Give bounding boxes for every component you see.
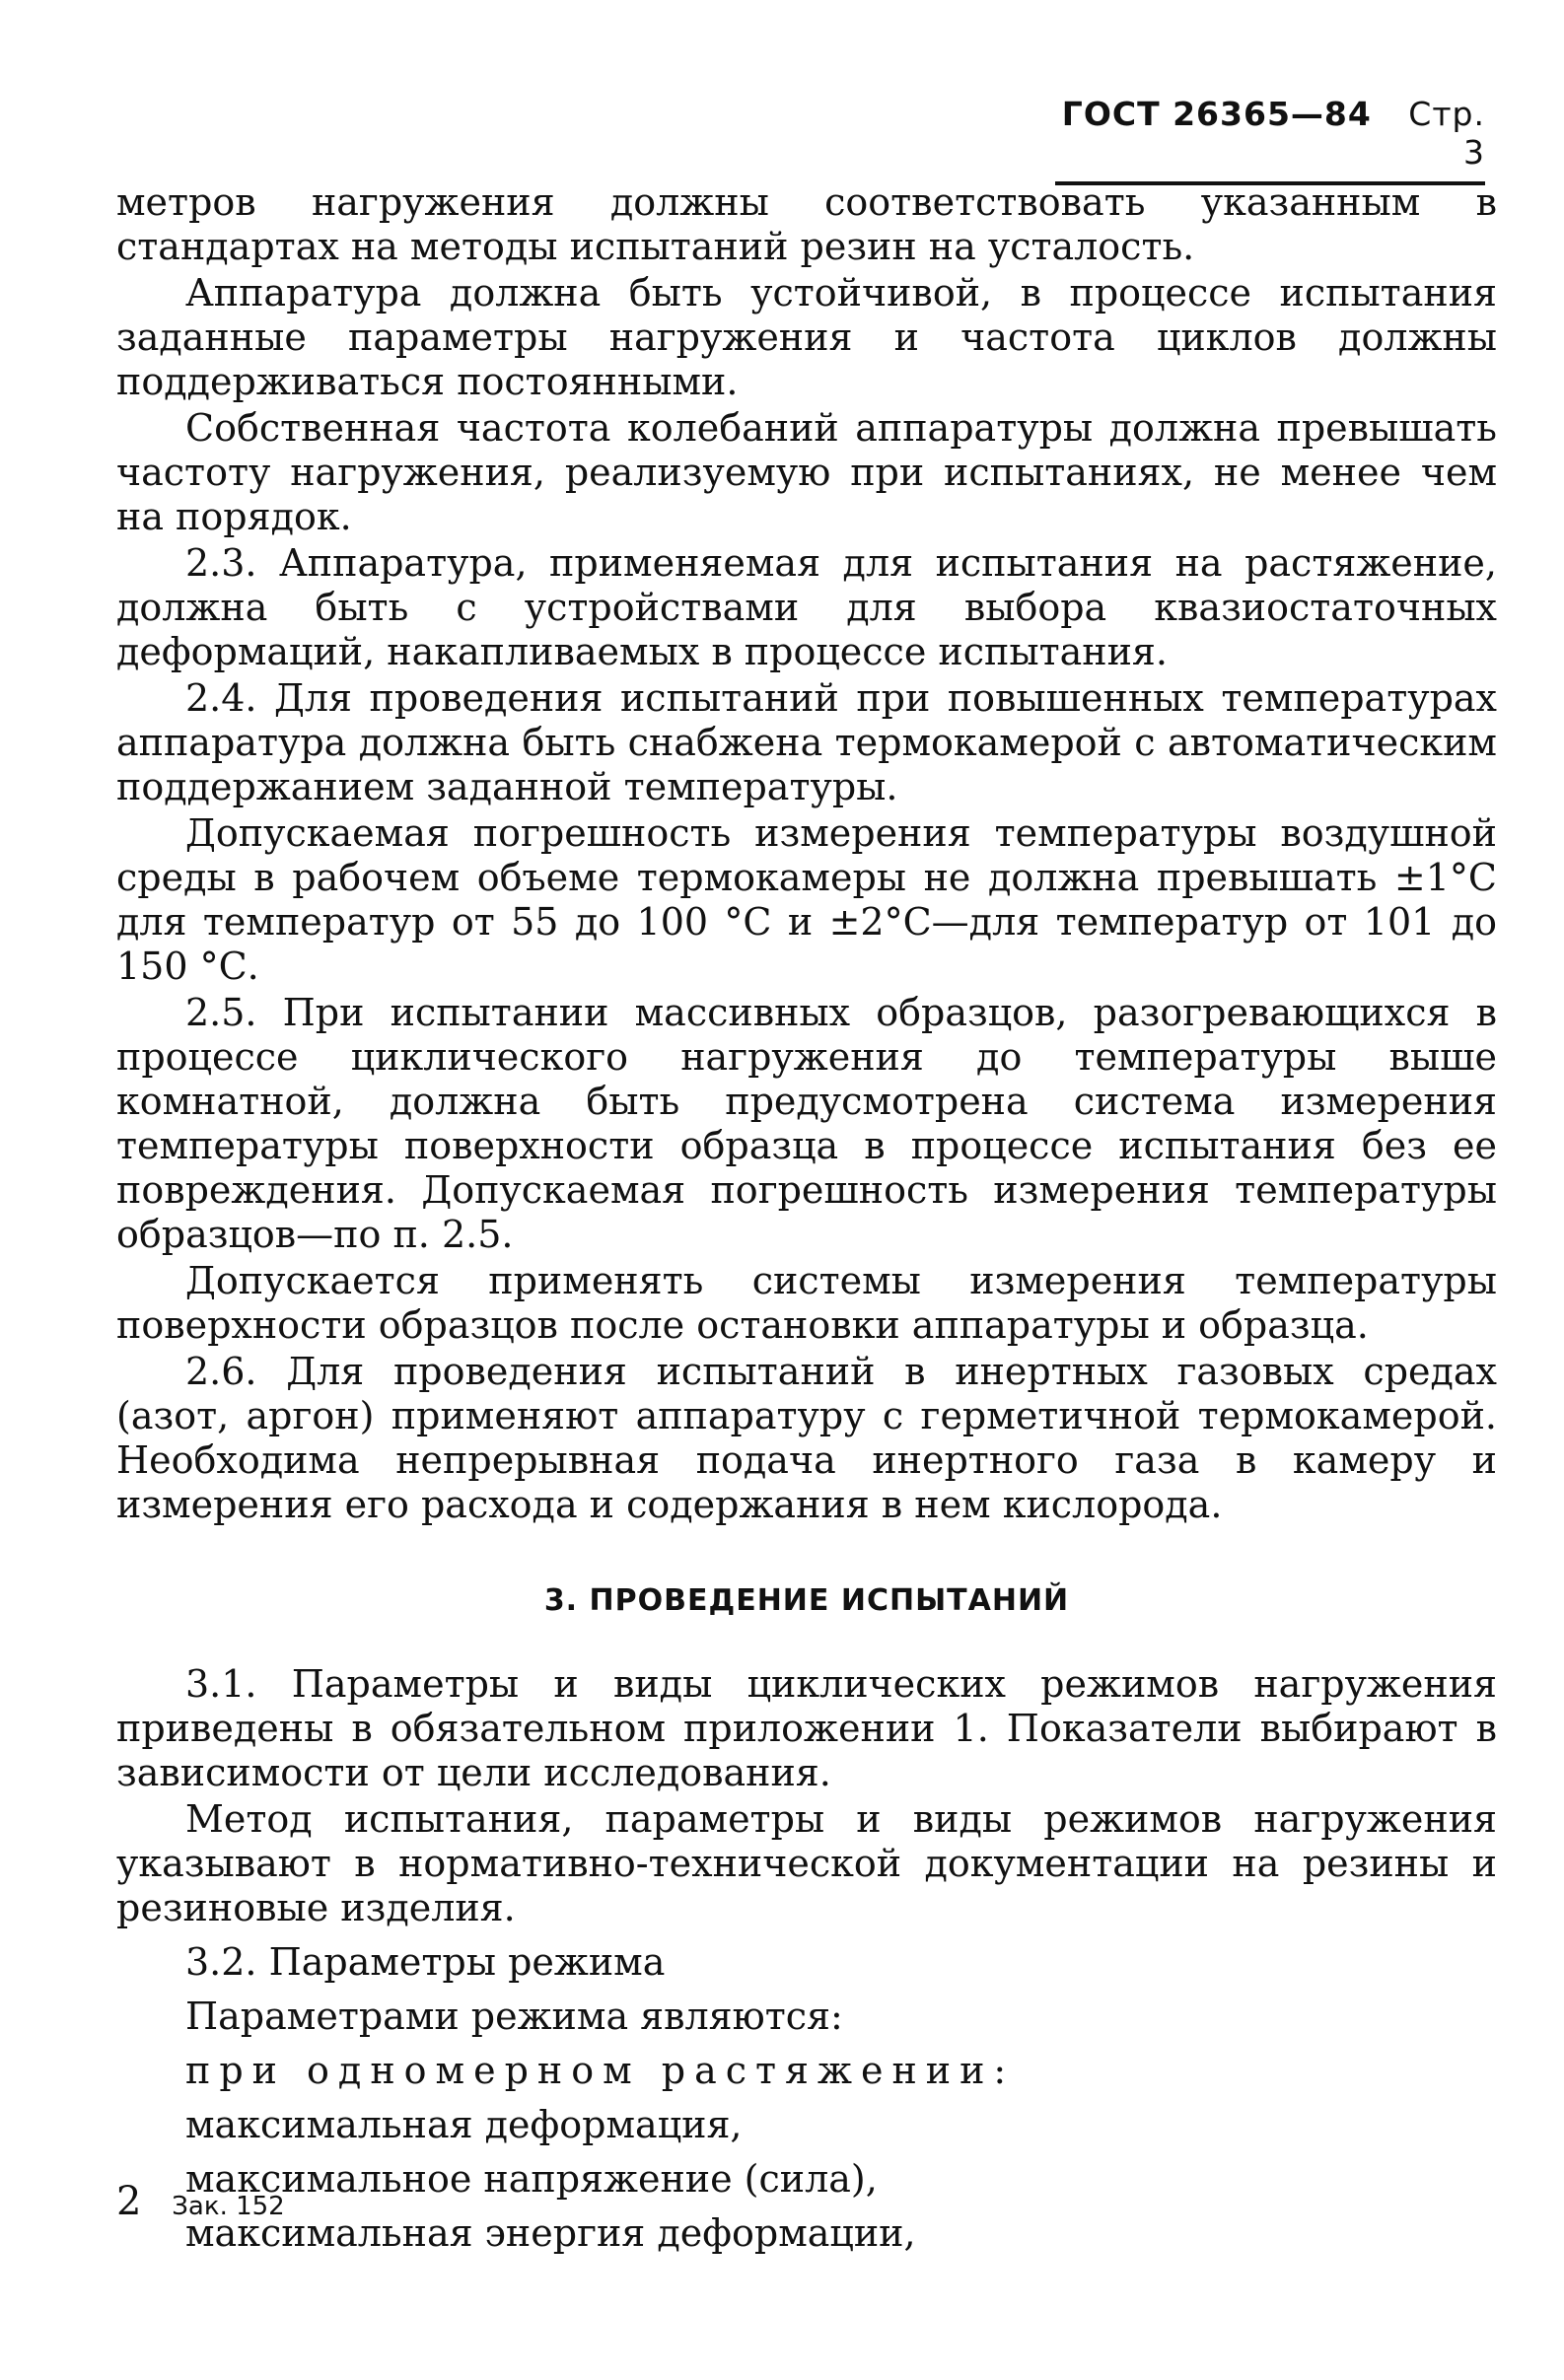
paragraph: Допускаемая погрешность измерения температуры воздушной среды в рабочем объеме термокамеры не должна превышать ±1°С для температур от 55 до 100 °С и ±2°С—для температур от 101 до 150 °С. (116, 811, 1497, 988)
paragraph: Допускается применять системы измерения температуры поверхности образцов после остановки аппаратуры и образца. (116, 1259, 1497, 1347)
paragraph: Аппаратура должна быть устойчивой, в процессе испытания заданные параметры нагружения и частота циклов должны поддерживаться постоянными. (116, 271, 1497, 403)
text-line: максимальное напряжение (сила), (185, 2157, 878, 2201)
paragraph: Собственная частота колебаний аппаратуры должна превышать частоту нагружения, реализуемую при испытаниях, не менее чем на порядок. (116, 406, 1497, 538)
standard-number: ГОСТ 26365—84 (1061, 95, 1372, 133)
text-line: максимальная энергия деформации, (185, 2211, 916, 2255)
text-line: 3.2. Параметры режима (185, 1940, 666, 1984)
order-note: Зак. 152 (172, 2192, 285, 2221)
page-footer (116, 2179, 285, 2224)
section-title: 3. ПРОВЕДЕНИЕ ИСПЫТАНИЙ (543, 1583, 1070, 1618)
paragraph: 2.4. Для проведения испытаний при повышенных температурах аппаратура должна быть снабжена термокамерой с автоматическим поддержанием заданной температуры. (116, 676, 1497, 808)
text-line: Параметрами режима являются: (185, 1995, 843, 2038)
text-line-spaced: при одномерном растяжении: (185, 2049, 1016, 2092)
text-line: максимальная деформация, (185, 2103, 743, 2146)
page-header (1055, 95, 1485, 185)
paragraph: 2.3. Аппаратура, применяемая для испытания на растяжение, должна быть с устройствами для выбора квазиостаточных деформаций, накапливаемых в процессе испытания. (116, 541, 1497, 673)
paragraph: 3.1. Параметры и виды циклических режимов нагружения приведены в обязательном приложении 1. Показатели выбирают в зависимости от цели исследования. (116, 1662, 1497, 1794)
paragraph: метров нагружения должны соответствовать указанным в стандартах на методы испытаний резин на усталость. (116, 180, 1497, 268)
document-body (116, 180, 1497, 2266)
paragraph: 2.6. Для проведения испытаний в инертных газовых средах (азот, аргон) применяют аппаратуру с герметичной термокамерой. Необходима непрерывная подача инертного газа в камеру и измерения его расхода и содержания в нем кислорода. (116, 1350, 1497, 1526)
paragraph: 2.5. При испытании массивных образцов, разогревающихся в процессе циклического нагружения до температуры выше комнатной, должна быть предусмотрена система измерения температуры поверхности образца в процессе испытания без ее повреждения. Допускаемая погрешность измерения температуры образцов—по п. 2.5. (116, 991, 1497, 1256)
paragraph: Метод испытания, параметры и виды режимов нагружения указывают в нормативно-технической документации на резины и резиновые изделия. (116, 1797, 1497, 1929)
page-label: Стр. 3 (1408, 95, 1485, 172)
footer-page-number: 2 (116, 2179, 142, 2224)
